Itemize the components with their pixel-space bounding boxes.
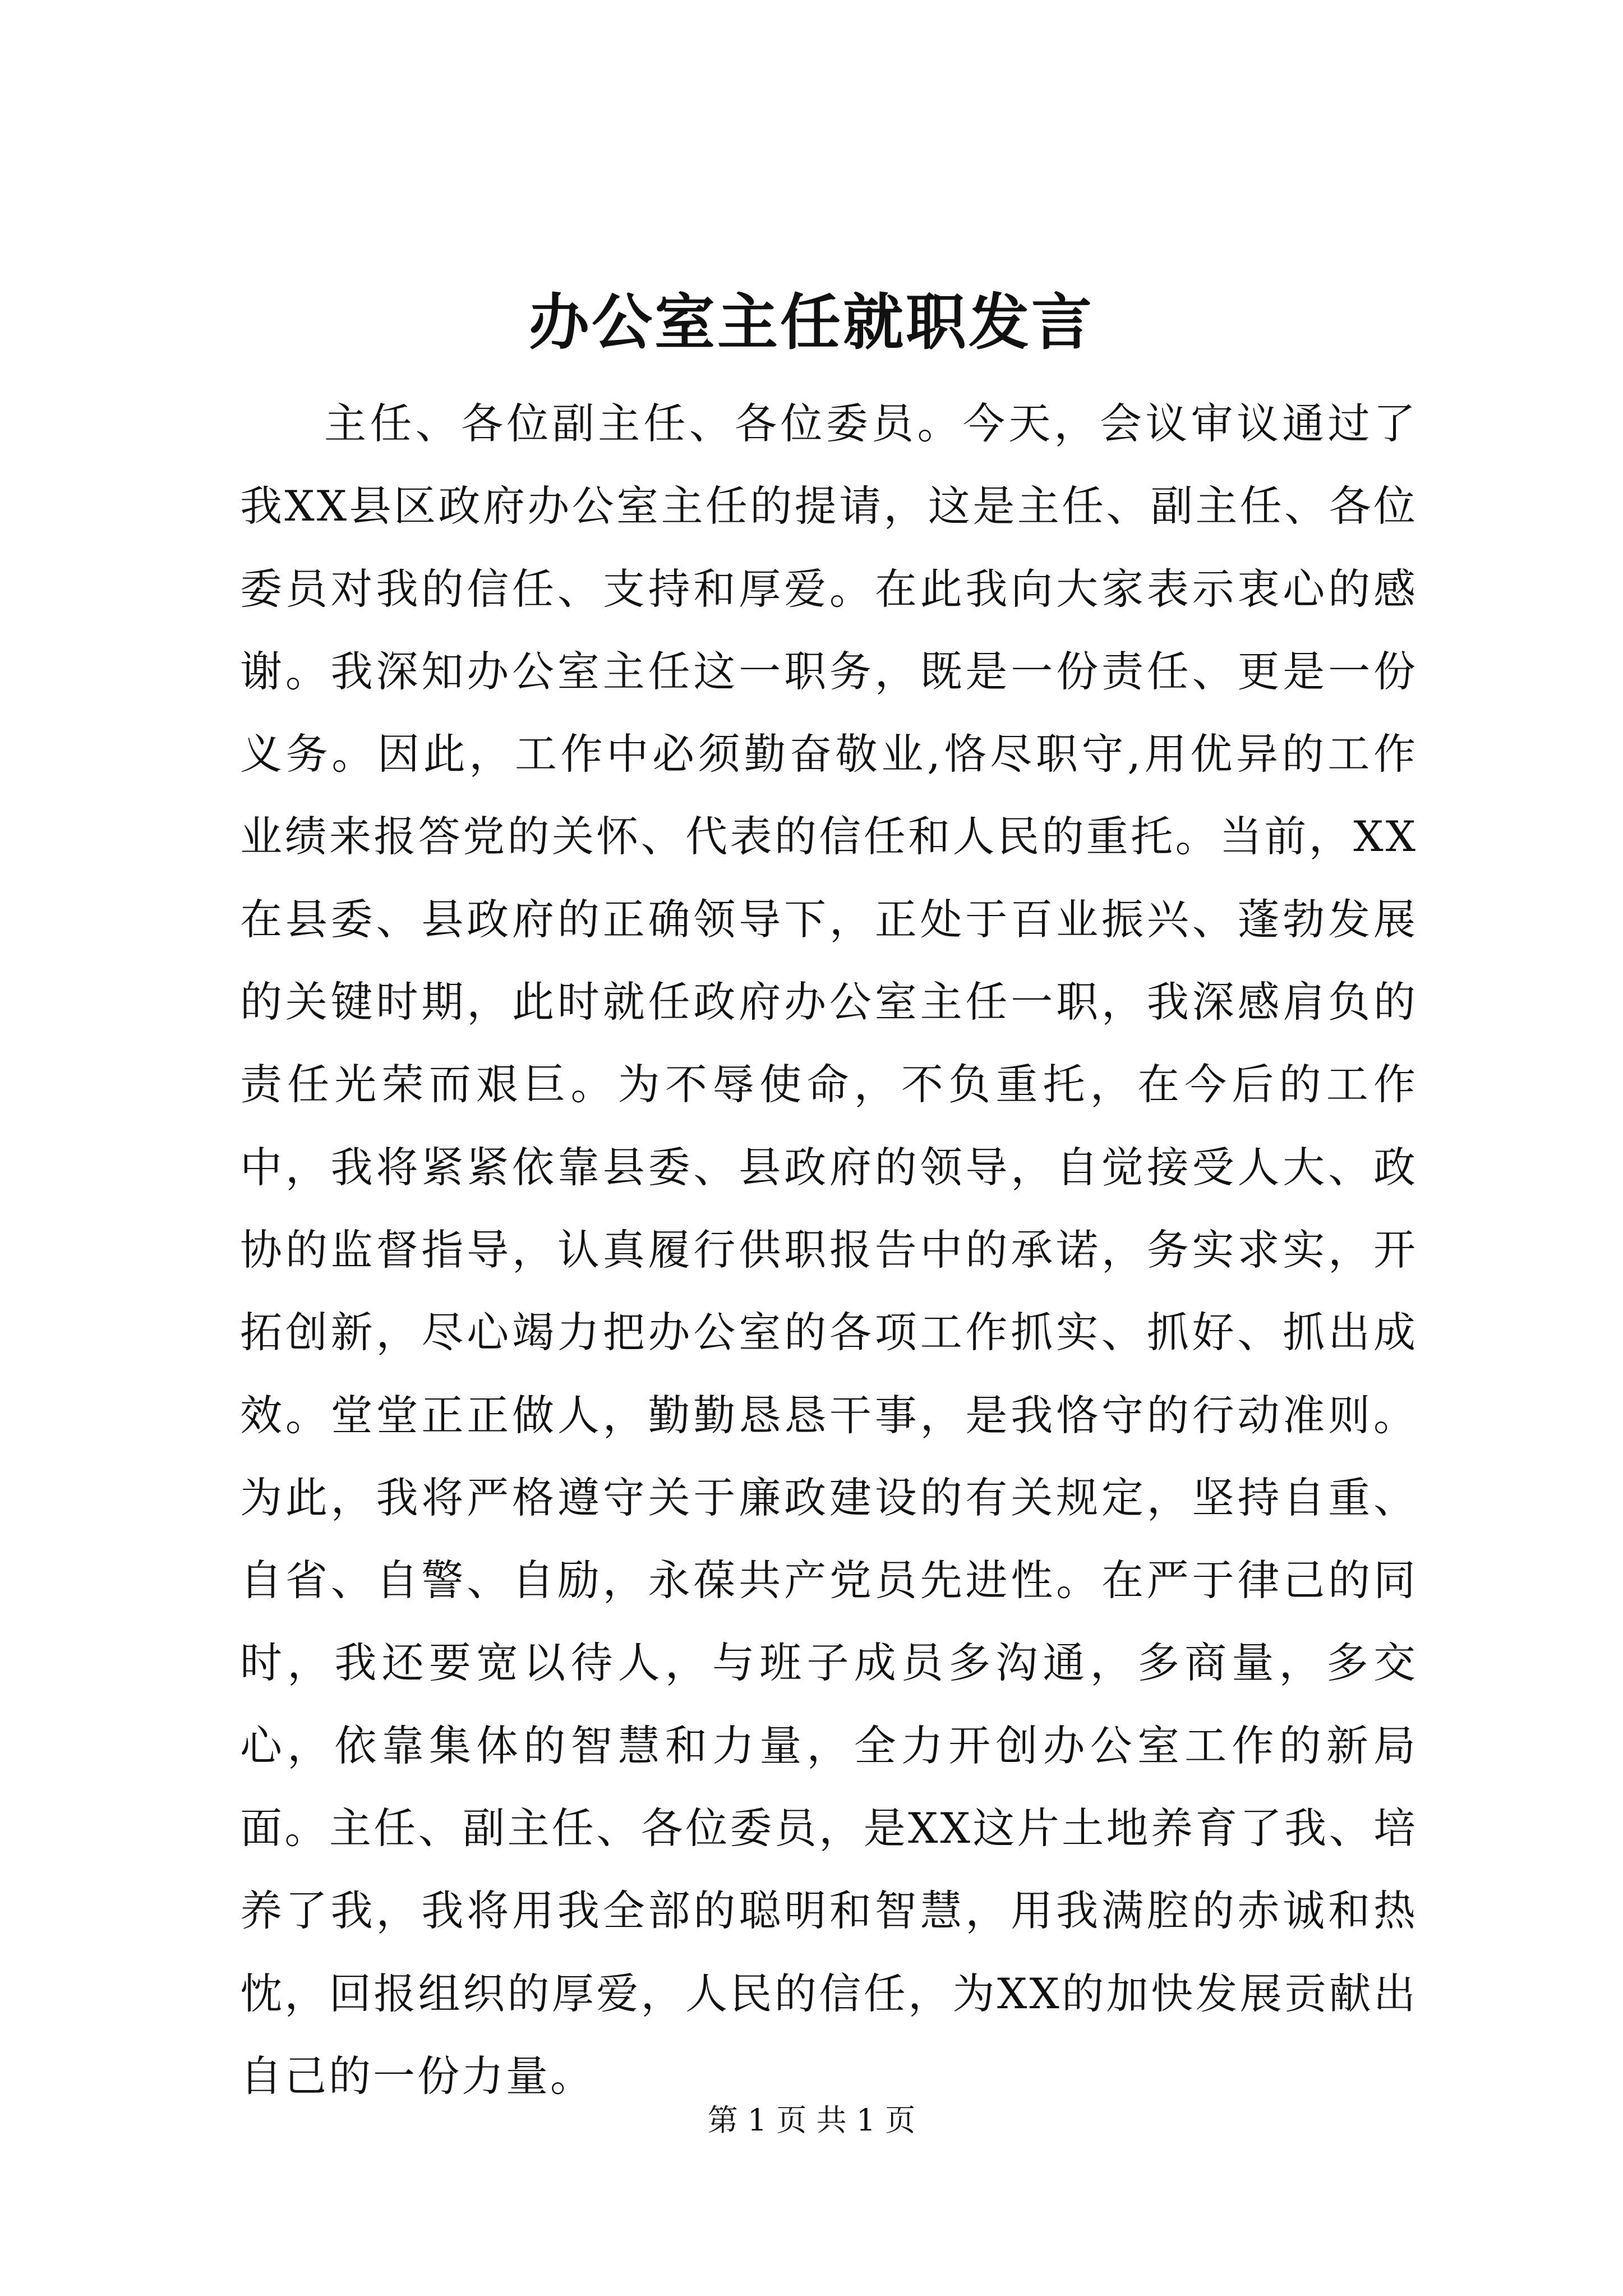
page-number-footer: 第 1 页 共 1 页	[707, 2102, 916, 2138]
document-title: 办公室主任就职发言	[528, 287, 1094, 358]
document-body-paragraph: 主任、各位副主任、各位委员。今天，会议审议通过了我XX县区政府办公室主任的提请，这是主任、副主任、各位委员对我的信任、支持和厚爱。在此我向大家表示衷心的感谢。我深知办公室主任这一职务，既是一份责任、更是一份义务。因此，工作中必须勤奋敬业,恪尽职守,用优异的工作业绩来报答党的关怀、代表的信任和人民的重托。当前，XX在县委、县政府的正确领导下，正处于百业振兴、蓬勃发展的关键时期，此时就任政府办公室主任一职，我深感肩负的责任光荣而艰巨。为不辱使命，不负重托，在今后的工作中，我将紧紧依靠县委、县政府的领导，自觉接受人大、政协的监督指导，认真履行供职报告中的承诺，务实求实，开拓创新，尽心竭力把办公室的各项工作抓实、抓好、抓出成效。堂堂正正做人，勤勤恳恳干事，是我恪守的行动准则。为此，我将严格遵守关于廉政建设的有关规定，坚持自重、自省、自警、自励，永葆共产党员先进性。在严于律己的同时，我还要宽以待人，与班子成员多沟通，多商量，多交心，依靠集体的智慧和力量，全力开创办公室工作的新局面。主任、副主任、各位委员，是XX这片土地养育了我、培养了我，我将用我全部的聪明和智慧，用我满腔的赤诚和热忱，回报组织的厚爱，人民的信任，为XX的加快发展贡献出自己的一份力量。	[240, 399, 1418, 2101]
